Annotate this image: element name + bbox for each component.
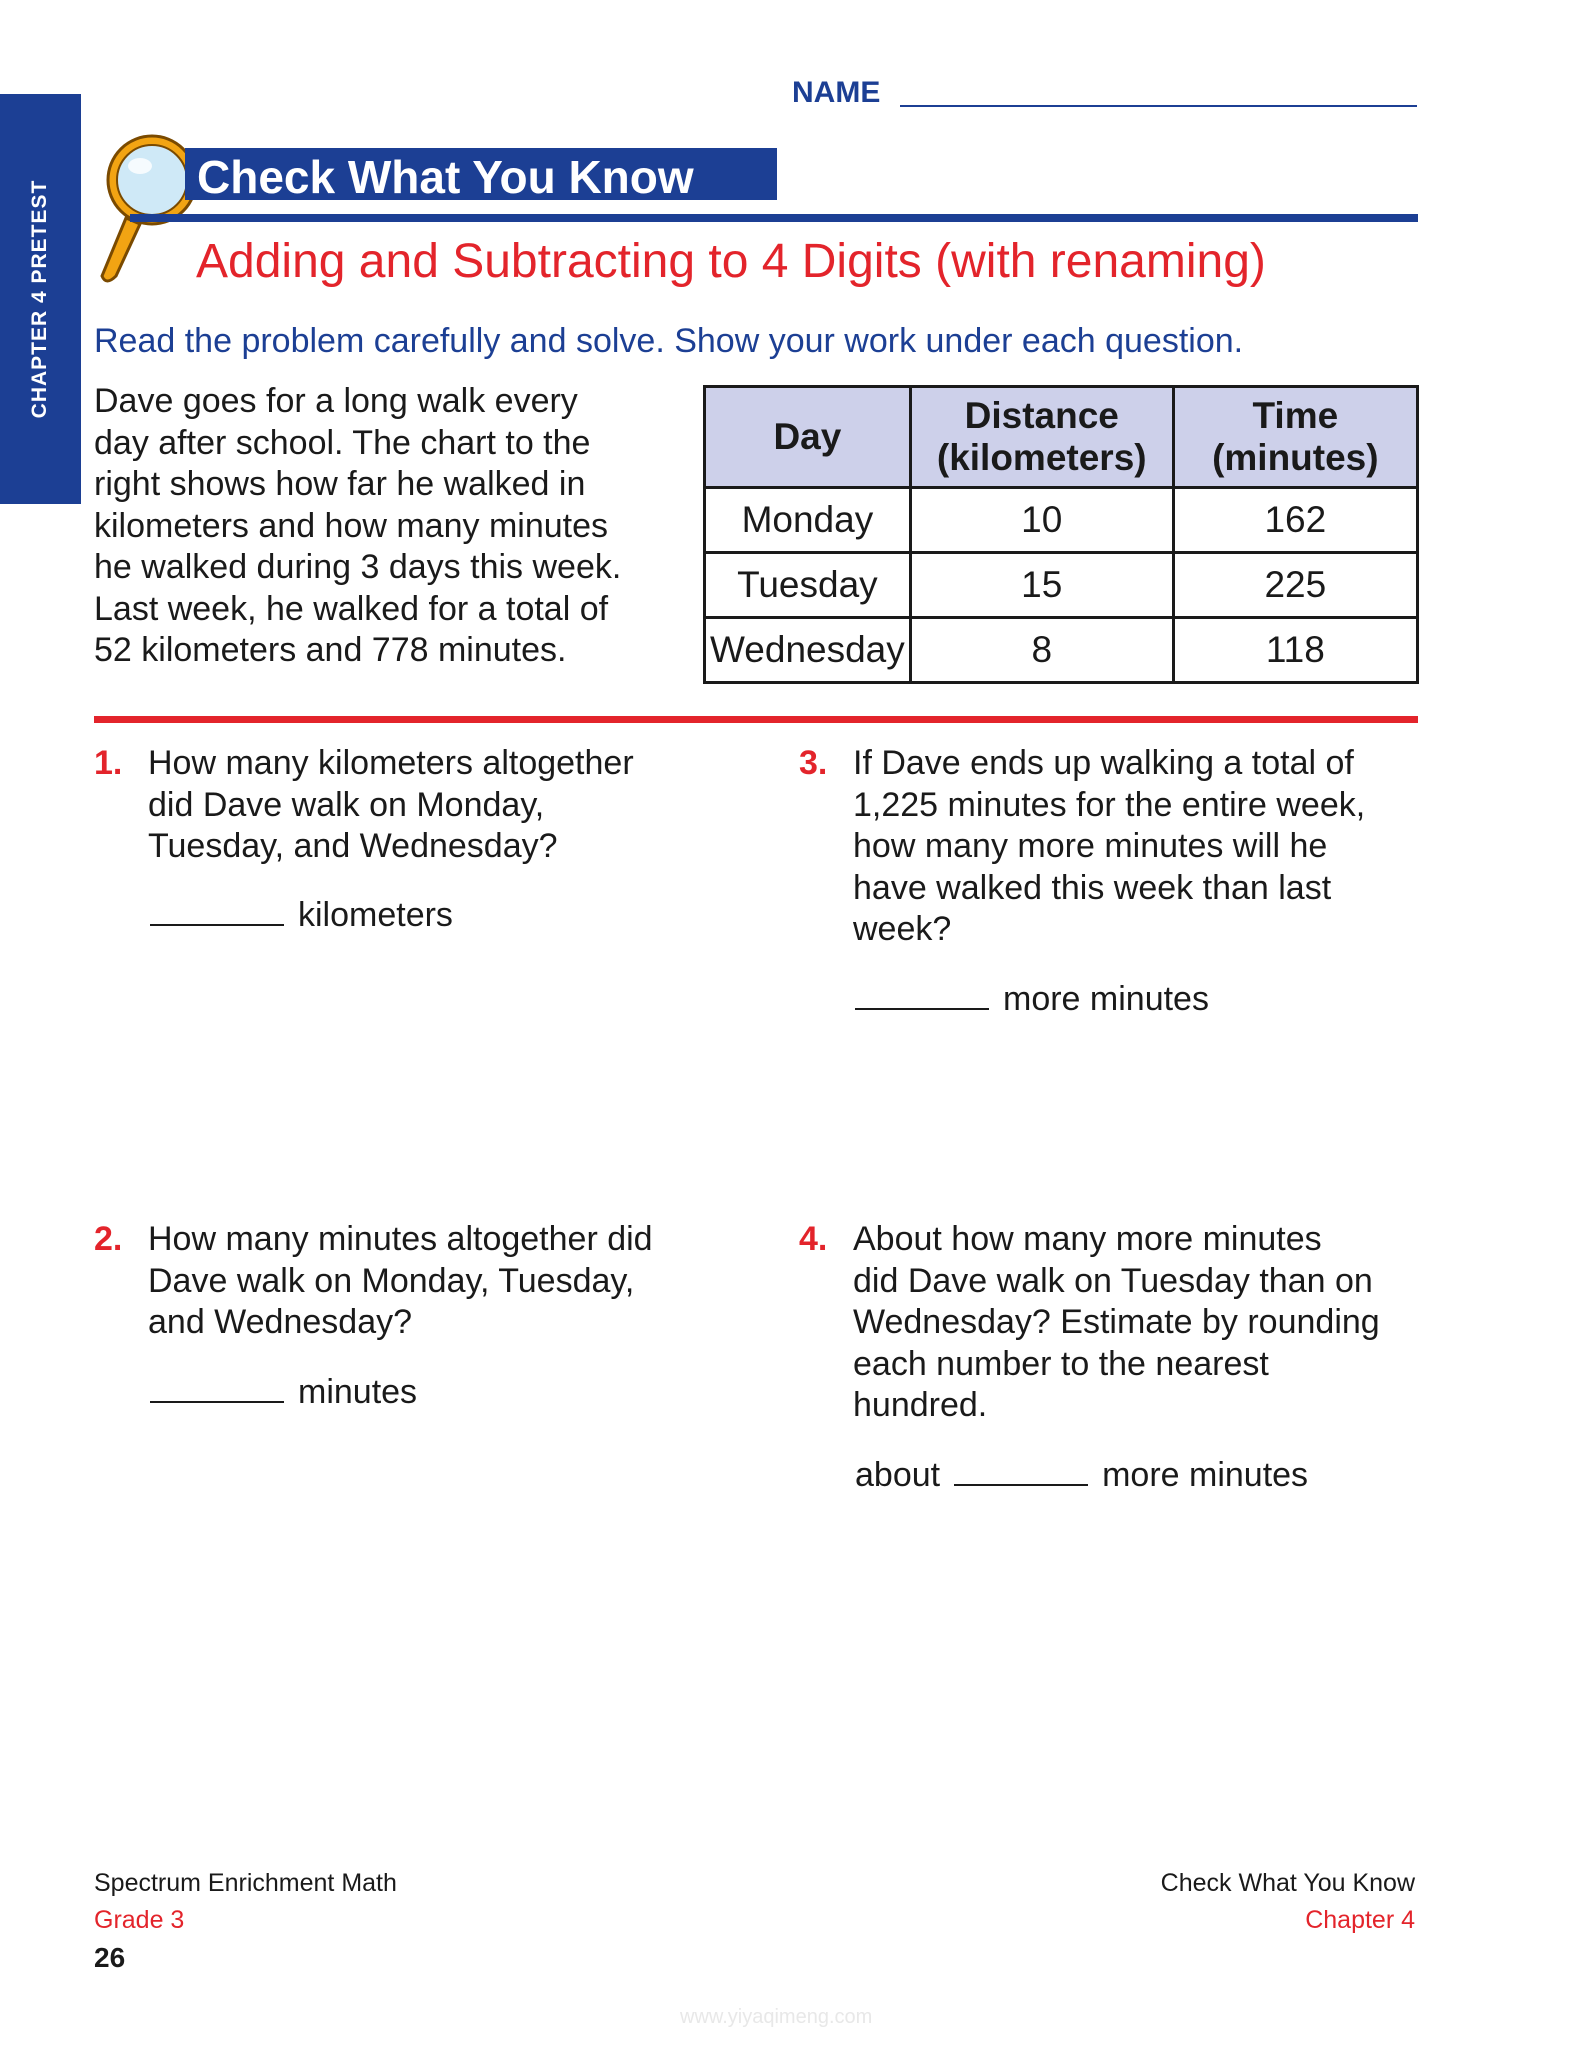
passage-line: 52 kilometers and 778 minutes.	[94, 631, 567, 669]
table-cell: Wednesday	[705, 618, 911, 683]
question-number: 4.	[799, 1220, 828, 1258]
section-divider	[94, 716, 1418, 723]
header-distance: Distance (kilometers)	[910, 387, 1173, 488]
question-number: 2.	[94, 1220, 123, 1258]
name-line	[900, 105, 1417, 107]
table-cell: Monday	[705, 488, 911, 553]
footer-grade: Grade 3	[94, 1906, 185, 1934]
answer-unit: more minutes	[1102, 1456, 1309, 1494]
passage-line: kilometers and how many minutes	[94, 506, 609, 545]
page-number: 26	[94, 1942, 126, 1973]
table-row	[705, 618, 1418, 683]
title-rule	[130, 214, 1418, 222]
table-cell: 162	[1173, 488, 1417, 553]
watermark: www.yiyaqimeng.com	[680, 2006, 873, 2028]
table-header-row	[705, 387, 1418, 488]
footer-section-title: Check What You Know	[1160, 1869, 1415, 1897]
footer-book-title: Spectrum Enrichment Math	[94, 1869, 397, 1897]
walk-data-table	[703, 385, 1419, 684]
answer-line-4	[855, 1456, 1308, 1495]
side-tab-label: CHAPTER 4 PRETEST	[28, 179, 51, 419]
question-number: 1.	[94, 744, 123, 782]
magnifier-icon	[96, 126, 196, 286]
page-title: Check What You Know	[197, 151, 694, 203]
answer-unit: kilometers	[298, 896, 453, 934]
table-cell: 10	[910, 488, 1173, 553]
table-row	[705, 488, 1418, 553]
question-text: If Dave ends up walking a total of 1,225 minutes for the entire week, how many more minutes will he have walked this week than last week?	[853, 744, 1366, 948]
table-cell: Tuesday	[705, 553, 911, 618]
title-banner	[185, 148, 777, 203]
answer-blank[interactable]	[150, 1401, 284, 1403]
header-day: Day	[705, 387, 911, 488]
passage-line: Dave goes for a long walk every	[94, 382, 578, 420]
answer-blank[interactable]	[954, 1484, 1088, 1486]
table-cell: 8	[910, 618, 1173, 683]
answer-prefix: about	[855, 1456, 941, 1494]
header-time: Time (minutes)	[1173, 387, 1417, 488]
question-number: 3.	[799, 744, 828, 782]
instructions: Read the problem carefully and solve. Show your work under each question.	[94, 322, 1244, 360]
answer-blank[interactable]	[855, 1008, 989, 1010]
footer-chapter: Chapter 4	[1305, 1906, 1415, 1934]
question-text: How many minutes altogether did Dave walk on Monday, Tuesday, and Wednesday?	[148, 1220, 653, 1341]
question-text: How many kilometers altogether did Dave walk on Monday, Tuesday, and Wednesday?	[148, 744, 634, 865]
word-problem-passage	[94, 381, 694, 672]
answer-unit: more minutes	[1003, 980, 1209, 1018]
passage-line: Last week, he walked for a total of	[94, 589, 609, 628]
answer-line-2	[150, 1373, 417, 1412]
table-cell: 15	[910, 553, 1173, 618]
chapter-side-tab	[0, 94, 81, 504]
table-cell: 118	[1173, 618, 1417, 683]
answer-unit: minutes	[298, 1373, 418, 1411]
passage-line: he walked during 3 days this week.	[94, 548, 622, 586]
passage-line: right shows how far he walked in	[94, 465, 586, 503]
answer-blank[interactable]	[150, 924, 284, 926]
lesson-subtitle: Adding and Subtracting to 4 Digits (with renaming)	[196, 235, 1266, 288]
question-text: About how many more minutes did Dave walk on Tuesday than on Wednesday? Estimate by rounding each number to the nearest hundred.	[853, 1220, 1380, 1424]
passage-line: day after school. The chart to the	[94, 423, 591, 462]
name-label: NAME	[792, 76, 881, 109]
table-cell: 225	[1173, 553, 1417, 618]
answer-line-1	[150, 896, 453, 935]
table-row	[705, 553, 1418, 618]
answer-line-3	[855, 980, 1209, 1019]
